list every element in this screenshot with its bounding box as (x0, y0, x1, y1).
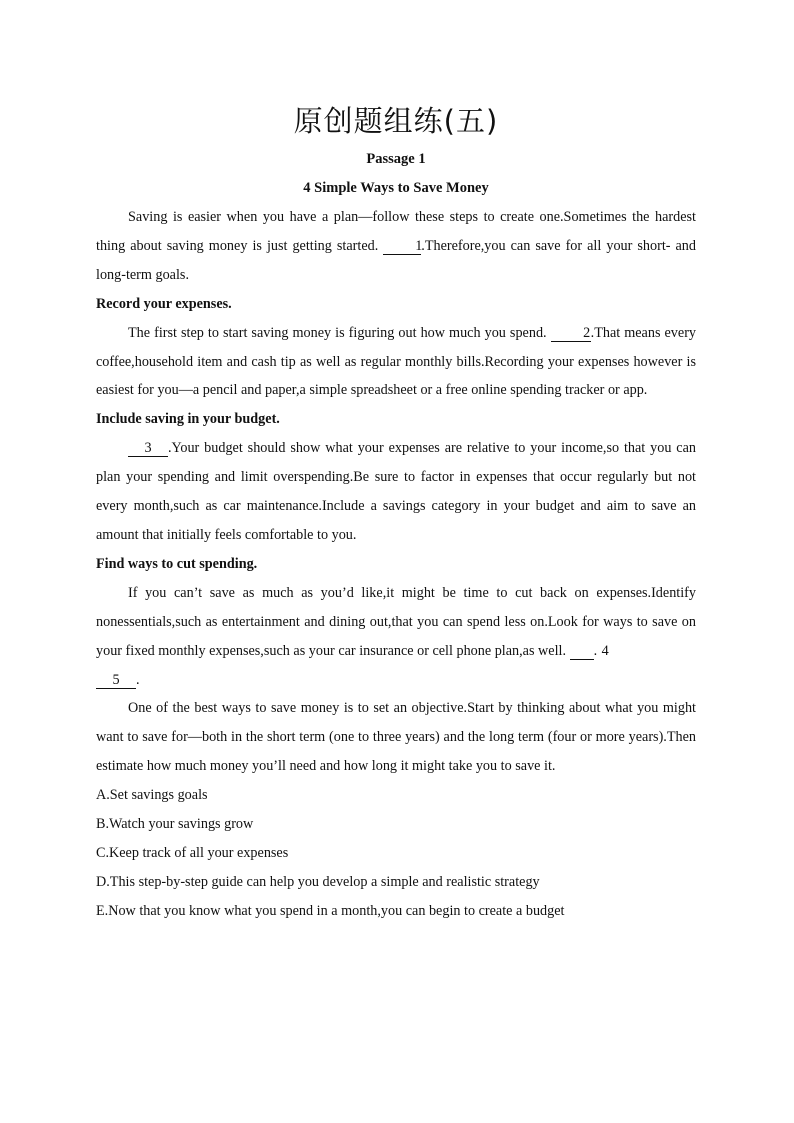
paragraph-text: The first step to start saving money is figuring out how much you spend. (128, 324, 547, 341)
paragraph-2 (96, 319, 696, 406)
page-title: 原创题组练(五) (293, 104, 499, 138)
paragraph-1 (96, 203, 696, 290)
paragraph-text: . (136, 671, 140, 688)
section-heading-2: Include saving in your budget. (96, 411, 280, 428)
article-title: 4 Simple Ways to Save Money (303, 180, 489, 196)
blank-5: 5 (96, 672, 136, 689)
blank-3: 3 (128, 440, 168, 457)
paragraph-text: .That means every coffee,household item and cash tip as well as regular monthly bills.Recording your expenses however is easiest for you—a pencil and paper,a simple spreadsheet or a free online spending tracker or app. (96, 324, 697, 399)
paragraph-4 (96, 579, 696, 666)
option-e: E.Now that you know what you spend in a month,you can begin to create a budget (96, 902, 565, 919)
passage-label: Passage 1 (366, 151, 426, 167)
blank-5-line (96, 666, 696, 695)
option-c: C.Keep track of all your expenses (96, 844, 289, 861)
paragraph-text: .Your budget should show what your expenses are relative to your income,so that you can plan your spending and limit overspending.Be sure to factor in expenses that occur regularly but not every month,such as car maintenance.Include a savings category in your budget and aim to save an amount that initially feels comfortable to you. (96, 440, 696, 543)
paragraph-5: One of the best ways to save money is to set an objective.Start by thinking about what you might want to save for—both in the short term (one to three years) and the long term (four or more years).Then estimate how much money you’ll need and how long it might take you to save it. (96, 700, 696, 775)
paragraph-text: If you can’t save as much as you’d like,it might be time to cut back on expenses.Identify nonessentials,such as entertainment and dining out,that you can spend less on.Look for ways to save on your fixed monthly expenses,such as your car insurance or cell phone plan,as well. (96, 584, 696, 659)
section-heading-3: Find ways to cut spending. (96, 555, 258, 572)
paragraph-text: Saving is easier when you have a plan—follow these steps to create one.Sometimes the hardest thing about saving money is just getting started. (96, 209, 696, 254)
option-d: D.This step-by-step guide can help you develop a simple and realistic strategy (96, 873, 540, 890)
article-body (96, 203, 696, 926)
blank-2: 2 (551, 325, 591, 342)
paragraph-3 (96, 434, 696, 550)
paragraph-text: . (593, 642, 598, 659)
option-a: A.Set savings goals (96, 787, 208, 804)
blank-4: 4 (570, 643, 594, 660)
option-b: B.Watch your savings grow (96, 816, 254, 833)
paragraph-text: .Therefore,you can save for all your short- and long-term goals. (96, 237, 696, 283)
blank-1: 1 (383, 238, 421, 255)
section-heading-1: Record your expenses. (96, 295, 232, 312)
